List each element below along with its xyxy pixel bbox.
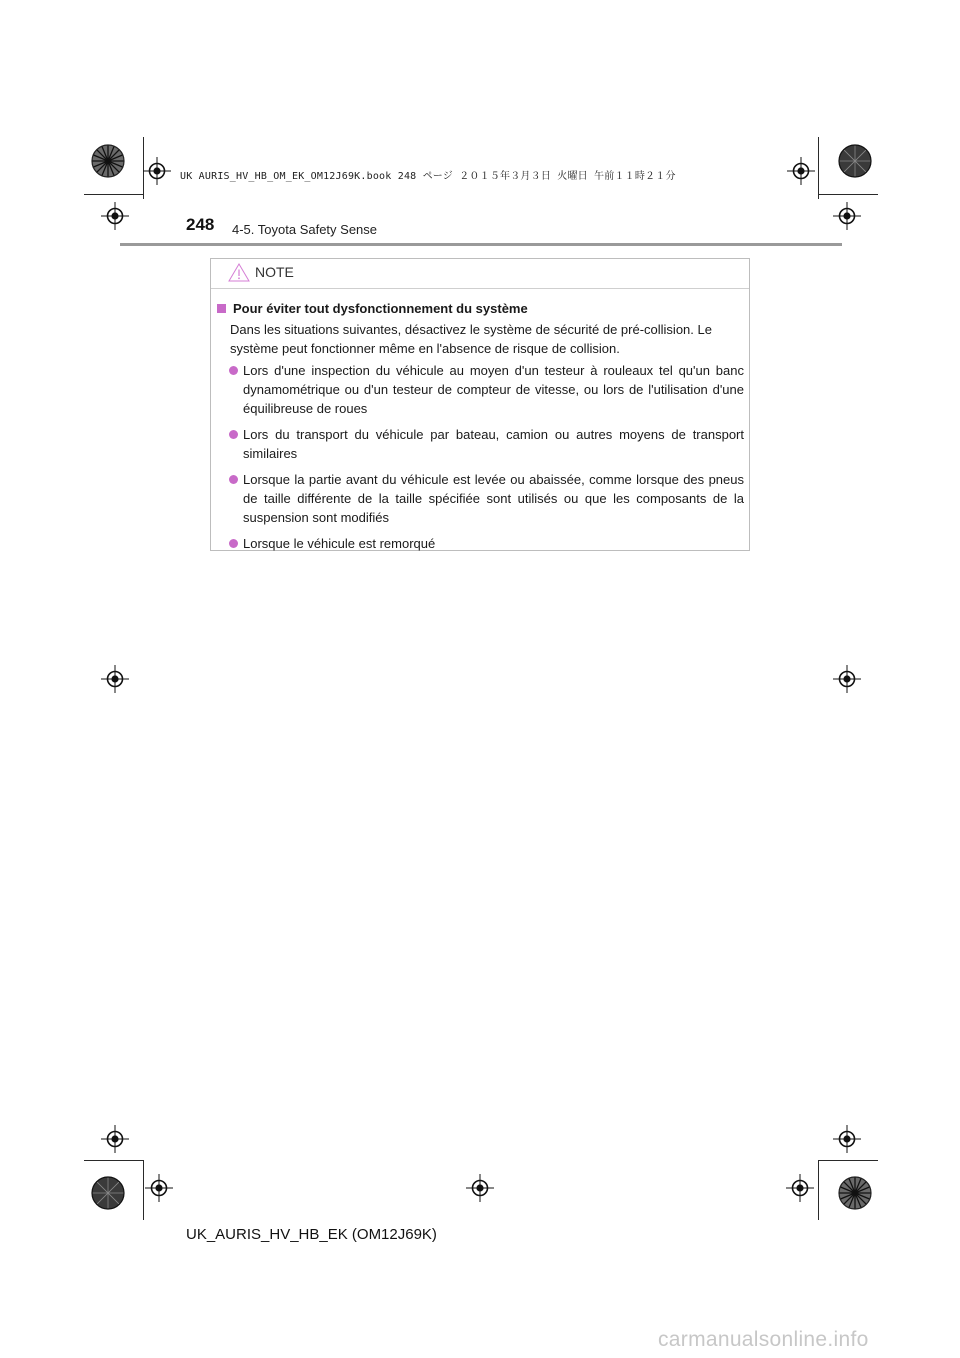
note-heading-text: Pour éviter tout dysfonctionnement du système	[233, 301, 528, 316]
list-item	[217, 470, 744, 527]
registration-mark-icon	[101, 202, 129, 230]
note-title: NOTE	[255, 264, 294, 280]
list-item	[217, 425, 744, 463]
registration-mark-icon	[786, 1174, 814, 1202]
page-number: 248	[186, 215, 215, 234]
registration-mark-icon	[145, 1174, 173, 1202]
list-item-text: Lors du transport du véhicule par bateau, camion ou autres moyens de transport similaires	[243, 427, 744, 461]
note-body	[217, 299, 744, 560]
footer-document-code: UK_AURIS_HV_HB_EK (OM12J69K)	[186, 1226, 437, 1243]
starburst-target-icon	[91, 1176, 125, 1210]
list-item	[217, 534, 744, 553]
list-item-text: Lorsque la partie avant du véhicule est levée ou abaissée, comme lorsque des pneus de taille différente de la taille spécifiée sont utilisés ou que les composants de la suspension sont modifiés	[243, 472, 744, 525]
watermark: carmanualsonline.info	[658, 1328, 869, 1351]
header-rule	[120, 243, 842, 246]
section-title: 4-5. Toyota Safety Sense	[232, 222, 378, 237]
list-item	[217, 361, 744, 418]
bullet-dot-icon	[229, 475, 238, 484]
registration-mark-icon	[143, 157, 171, 185]
registration-mark-icon	[101, 665, 129, 693]
note-box	[210, 258, 750, 551]
registration-mark-icon	[101, 1125, 129, 1153]
registration-mark-icon	[833, 1125, 861, 1153]
registration-mark-icon	[833, 665, 861, 693]
bullet-dot-icon	[229, 366, 238, 375]
starburst-target-icon	[838, 144, 872, 178]
print-info-line: UK AURIS_HV_HB_OM_EK_OM12J69K.book 248 ページ ２０１５年３月３日 火曜日 午前１１時２１分	[180, 171, 676, 182]
registration-mark-icon	[833, 202, 861, 230]
bullet-dot-icon	[229, 539, 238, 548]
registration-mark-icon	[787, 157, 815, 185]
note-heading	[217, 299, 744, 318]
starburst-target-icon	[838, 1176, 872, 1210]
square-bullet-icon	[217, 304, 226, 313]
starburst-target-icon	[91, 144, 125, 178]
list-item-text: Lors d'une inspection du véhicule au moyen d'un testeur à rouleaux tel qu'un banc dynamométrique ou d'un testeur de compteur de vitesse, ou lors de l'utilisation d'une équilibreuse de roues	[243, 363, 744, 416]
warning-triangle-icon	[228, 263, 250, 282]
registration-mark-icon	[466, 1174, 494, 1202]
bullet-dot-icon	[229, 430, 238, 439]
note-header	[211, 259, 749, 289]
note-intro: Dans les situations suivantes, désactivez le système de sécurité de pré-collision. Le système peut fonctionner même en l'absence de risque de collision.	[230, 322, 712, 356]
list-item-text: Lorsque le véhicule est remorqué	[243, 536, 436, 551]
